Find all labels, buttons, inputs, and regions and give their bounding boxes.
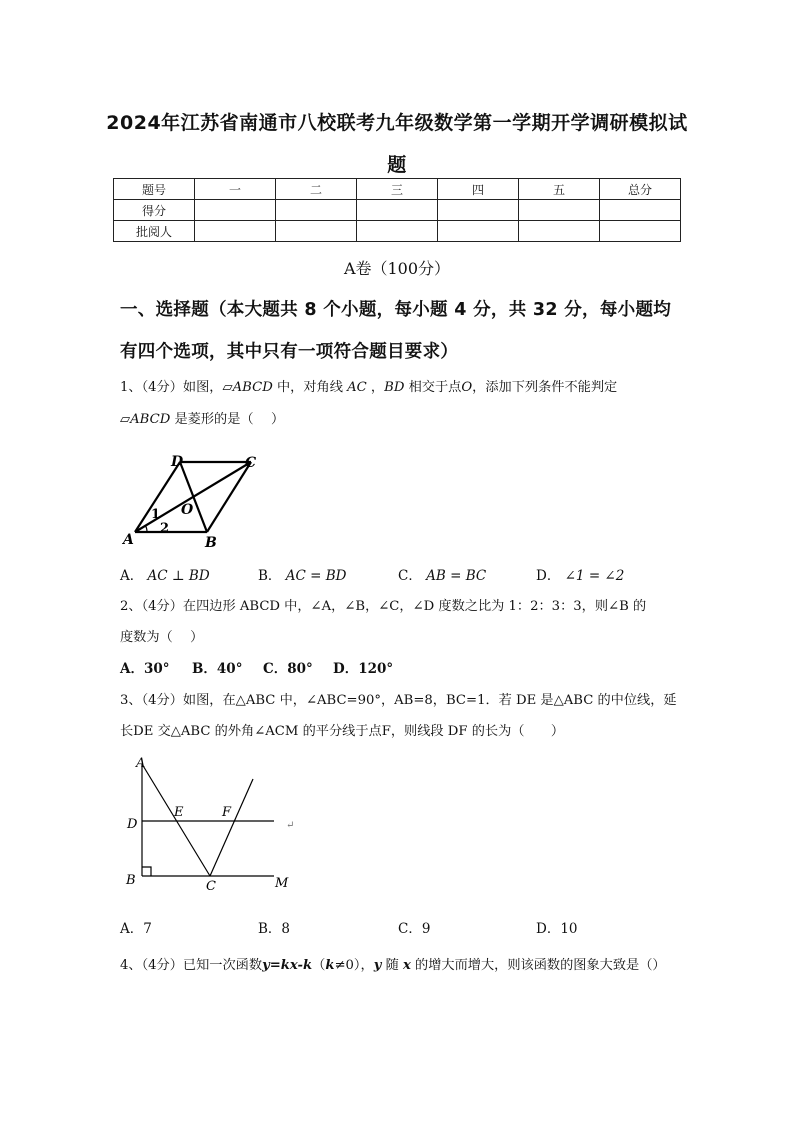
score-cell[interactable] [438, 200, 519, 221]
score-cell[interactable] [195, 221, 276, 242]
score-header-cell: 一 [195, 179, 276, 200]
option-label: C． [398, 568, 422, 584]
point-a-label: A [136, 756, 146, 771]
score-cell[interactable] [519, 221, 600, 242]
score-table-row [114, 221, 681, 242]
q4-text: 随 [381, 958, 403, 973]
score-cell[interactable] [519, 200, 600, 221]
side-cb [207, 462, 251, 532]
question-4-line1 [120, 954, 666, 973]
q4-text: （ [312, 958, 326, 973]
section-heading: A卷（100分） [343, 259, 451, 278]
q1-ac: AC [347, 380, 367, 395]
score-header-cell: 题号 [114, 179, 195, 200]
q1-abcd: ABCD [232, 380, 273, 395]
score-header-cell: 三 [357, 179, 438, 200]
option-label: B． [258, 568, 282, 584]
q2-option-d[interactable]: D．120° [333, 661, 394, 677]
q4-y: y [373, 958, 382, 973]
point-m-label: M [275, 876, 289, 891]
score-header-cell: 四 [438, 179, 519, 200]
q1-abcd: ABCD [130, 412, 171, 427]
q4-k: k [325, 958, 335, 973]
score-table-header-row [114, 179, 681, 200]
score-row-label: 批阅人 [114, 221, 195, 242]
score-header-cell: 二 [276, 179, 357, 200]
page-title-line1: 2024年江苏省南通市八校联考九年级数学第一学期开学调研模拟试 [106, 112, 688, 134]
q1-o: O [461, 380, 473, 395]
option-text: ∠1 = ∠2 [564, 568, 625, 584]
q4-function: y=kx-k [262, 958, 313, 973]
q3-option-b[interactable]: B．8 [258, 921, 291, 937]
q4-text: 的增大而增大，则该函数的图象大致是（） [410, 958, 666, 973]
option-label: D． [536, 568, 561, 584]
question-1-line1 [120, 376, 617, 395]
score-cell[interactable] [438, 221, 519, 242]
point-c-label: C [206, 879, 216, 894]
score-cell[interactable] [600, 200, 681, 221]
angle-2-label: 2 [160, 521, 170, 536]
diagonal-bd [180, 462, 207, 532]
q4-text: ≠0）， [334, 958, 374, 973]
question-3-line2: 长DE 交△ABC 的外角∠ACM 的平分线于点F，则线段 DF 的长为（ ） [120, 724, 565, 739]
option-text: AC = BD [285, 568, 347, 584]
q2-option-b[interactable]: B．40° [192, 661, 243, 677]
q1-text: ，添加下列条件不能判定 [472, 380, 618, 395]
score-cell[interactable] [600, 221, 681, 242]
score-table-row [114, 200, 681, 221]
return-mark: ↵ [286, 820, 295, 831]
point-b-label: B [126, 873, 136, 888]
score-cell[interactable] [195, 200, 276, 221]
q1-text: 中，对角线 [272, 380, 348, 395]
q3-option-c[interactable]: C．9 [398, 921, 431, 937]
q1-option-d[interactable] [536, 564, 624, 584]
score-header-cell: 五 [519, 179, 600, 200]
part-title-line1: 一、选择题（本大题共 8 个小题，每小题 4 分，共 32 分，每小题均 [120, 300, 672, 320]
right-angle-mark [142, 867, 151, 876]
score-header-cell: 总分 [600, 179, 681, 200]
vertex-a-label: A [123, 532, 134, 548]
question-2-line1: 2、（4分）在四边形 ABCD 中，∠A，∠B，∠C，∠D 度数之比为 1：2：3：3，则∠B 的 [120, 599, 647, 614]
vertex-b-label: B [205, 535, 217, 550]
question-2-line2: 度数为（ ） [120, 630, 204, 645]
vertex-d-label: D [171, 454, 184, 470]
point-d-label: D [127, 817, 138, 832]
q1-text: 相交于点 [404, 380, 462, 395]
parallelogram-symbol: ▱ [120, 412, 131, 427]
q1-option-a[interactable] [120, 564, 210, 584]
point-f-label: F [222, 805, 232, 820]
page-title-line2: 题 [387, 154, 407, 176]
question-1-line2 [120, 408, 284, 427]
score-cell[interactable] [276, 221, 357, 242]
point-o-label: O [181, 502, 194, 518]
score-cell[interactable] [357, 200, 438, 221]
score-row-label: 得分 [114, 200, 195, 221]
question-3-line1: 3、（4分）如图，在△ABC 中，∠ABC=90°，AB=8，BC=1．若 DE 是△ABC 的中位线，延 [120, 693, 677, 708]
part-title-line2: 有四个选项，其中只有一项符合题目要求） [120, 342, 459, 362]
angle-1-label: 1 [151, 507, 161, 522]
option-text: AC ⊥ BD [147, 568, 210, 584]
q1-option-b[interactable] [258, 564, 346, 584]
segment-ac [142, 764, 210, 876]
q3-option-d[interactable]: D．10 [536, 921, 578, 937]
q3-option-a[interactable]: A．7 [120, 921, 152, 937]
score-cell[interactable] [357, 221, 438, 242]
q1-text: 是菱形的是（ ） [170, 412, 285, 427]
q1-bd: BD [384, 380, 405, 395]
option-text: AB = BC [426, 568, 487, 584]
q1-text: ， [366, 380, 385, 395]
q4-prefix: 4、（4分）已知一次函数 [120, 958, 263, 973]
bisector-cf [210, 779, 253, 876]
q1-option-c[interactable] [398, 564, 486, 584]
score-cell[interactable] [276, 200, 357, 221]
q4-x: x [402, 958, 411, 973]
q1-parallelogram-figure [115, 448, 265, 550]
point-e-label: E [174, 805, 184, 820]
q3-triangle-figure [120, 752, 305, 897]
q1-prefix: 1、（4分）如图， [120, 380, 223, 395]
q2-option-a[interactable]: A．30° [120, 661, 170, 677]
vertex-c-label: C [245, 455, 257, 471]
q2-option-c[interactable]: C．80° [263, 661, 313, 677]
parallelogram-symbol: ▱ [222, 380, 233, 395]
score-table [113, 178, 681, 242]
option-label: A． [120, 568, 144, 584]
